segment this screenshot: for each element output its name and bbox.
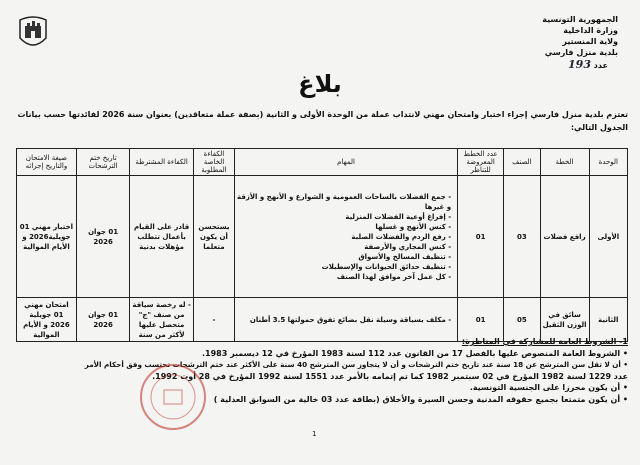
task-item: - كنس المجاري والأرصفة [364, 242, 452, 251]
col-unit: الوحدة [589, 149, 627, 176]
task-item: - إفراغ أوعية الفضلات المنزلية [345, 212, 452, 221]
task-item: - جمع الفضلات بالساحات العمومية و الشوارع و الأنهج و الأزقة [236, 192, 452, 201]
conditions-heading: 1- الشروط العامة للمشاركة في المناظرة: [461, 337, 628, 346]
cell-required: - له رخصة سياقة من صنف "ج" متحصل عليها لأكثر من سنة [130, 298, 194, 342]
letterhead-line: بلدية منزل فارسي [544, 48, 618, 57]
letterhead-line: ولاية المنستير [562, 37, 618, 46]
letterhead-line: وزارة الداخلية [563, 26, 618, 35]
task-item: - كنس الأنهج و غسلها [375, 222, 452, 231]
cell-unit: الثانية [589, 298, 627, 342]
col-required: الكفاءة المشترطة [130, 149, 194, 176]
task-item: - رفع الردم والفضلات الصلبة [351, 232, 452, 241]
col-grade: الصنف [504, 149, 540, 176]
col-type: صيغة الامتحان والتاريخ إجرائه [17, 149, 77, 176]
cell-required: قادر على القيام بأعمال تتطلب مؤهلات بدنية [130, 176, 194, 298]
col-deadline: تاريخ ختم الترشحات [76, 149, 129, 176]
condition-line: • الشروط العامة المنصوص عليها بالفصل 17 من القانون عدد 112 لسنة 1983 المؤرخ في 12 ديسمبر 1983. [201, 348, 628, 358]
task-item: - مكلف بسياقة وسيلة نقل بضائع تفوق حمولتها 3.5 أطنان [249, 315, 452, 324]
municipality-logo-icon [18, 14, 48, 52]
col-count: عدد الخطط المعروضة للتناظر [458, 149, 504, 176]
cell-grade: 05 [504, 298, 540, 342]
cell-unit: الأولى [589, 176, 627, 298]
letterhead [542, 14, 618, 58]
cell-deadline: 01 جوان 2026 [76, 176, 129, 298]
cell-plan: سائق في الوزن الثقيل [540, 298, 589, 342]
cell-count: 01 [458, 176, 504, 298]
cell-type: امتحان مهني 01 جويلية 2026 و الأيام الموالية [17, 298, 77, 342]
reference-value: 193 [568, 58, 591, 71]
col-special: الكفاءة الخاصة المطلوبة [193, 149, 234, 176]
task-item: و غيرها [424, 202, 452, 211]
condition-line: • أن يكون محرزا على الجنسية التونسية. [469, 383, 628, 392]
cell-plan: رافع فضلات [540, 176, 589, 298]
condition-line: • أن لا تقل سن المترشح عن 18 سنة عند تاريخ ختم الترشحات و أن لا يتجاوز سن المترشح 40 سنة على الأكثر عند ختم الترشحات تحتسب وفق أحكام الأمر [84, 360, 628, 369]
condition-line: • أن يكون متمتعا بجميع حقوقه المدنية وحسن السيرة والأخلاق (بطاقة عدد 03 خالية من السوابق العدلية ) [213, 394, 628, 404]
task-item: - تنظيف المسالخ والأسواق [358, 252, 452, 261]
task-item: - كل عمل آخر موافق لهذا الصنف [336, 272, 452, 281]
table-row [17, 176, 628, 298]
cell-tasks [234, 176, 457, 298]
table-row [17, 298, 628, 342]
official-stamp-icon [138, 362, 208, 432]
positions-table [16, 148, 628, 342]
task-item: - تنظيف حدائق الحيوانات والإسطبلات [321, 262, 452, 271]
cell-special: يستحسن أن يكون متعلما [193, 176, 234, 298]
cell-deadline: 01 جوان 2026 [76, 298, 129, 342]
letterhead-line: الجمهورية التونسية [542, 15, 618, 24]
cell-grade: 03 [504, 176, 540, 298]
cell-tasks [234, 298, 457, 342]
page-number: 1 [312, 430, 317, 438]
condition-line: عدد 1229 لسنة 1982 المؤرخ في 02 سبتمبر 1982 كما تم إتمامه بالأمر عدد 1551 لسنة 1992 المؤرخ في 28 أوت 1992. [152, 371, 628, 381]
notice-title: بلاغ [298, 70, 342, 98]
cell-type: اختبار مهني 01 جويلية2026 و الأيام الموالية [17, 176, 77, 298]
cell-count: 01 [458, 298, 504, 342]
notice-intro: تعتزم بلدية منزل فارسي إجراء اختبار وامتحان مهني لانتداب عملة من الوحدة الأولى و الثانية (بصفة عملة متعاقدين) بعنوان سنة 2026 لفائدتها حسب بيانات الجدول التالي: [17, 110, 628, 132]
col-tasks: المهام [234, 149, 457, 176]
general-conditions [12, 336, 628, 405]
cell-special: - [193, 298, 234, 342]
table-header-row [17, 149, 628, 176]
reference-prefix: عدد [593, 61, 608, 70]
col-plan: الخطة [540, 149, 589, 176]
